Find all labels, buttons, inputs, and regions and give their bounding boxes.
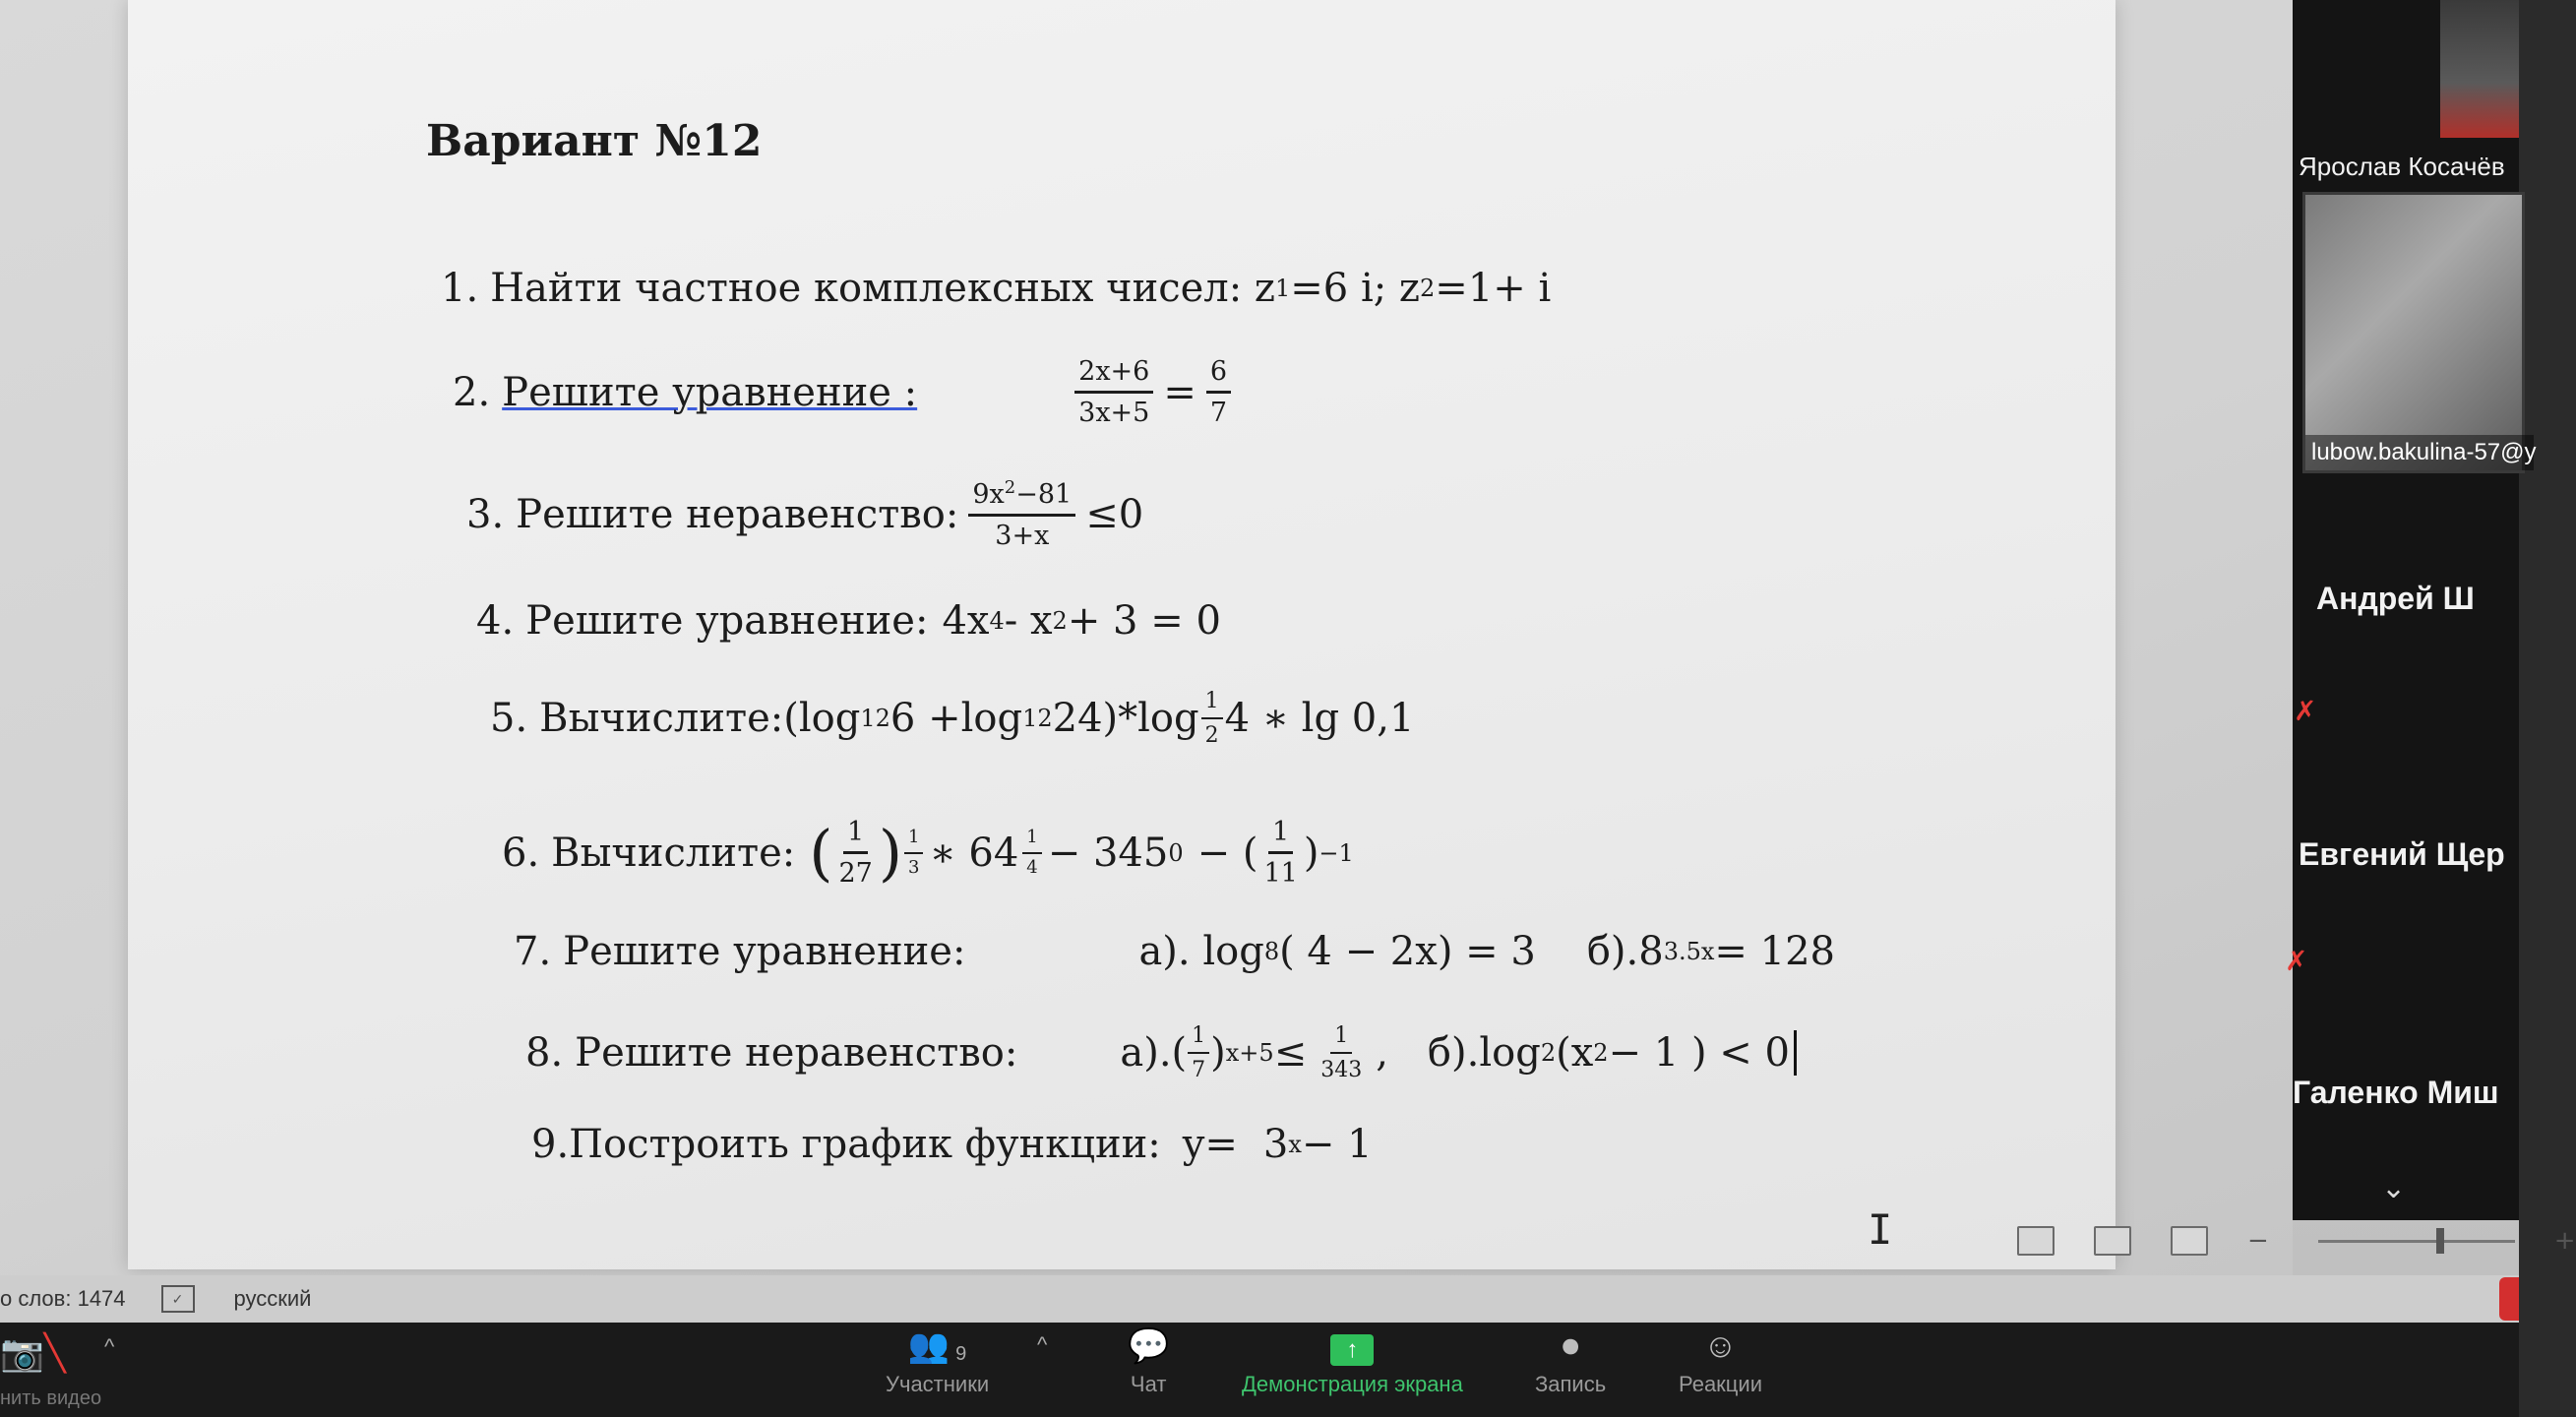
task-2	[453, 356, 1241, 428]
task-label: Решите неравенство:	[516, 492, 959, 538]
log-base: 12	[860, 705, 890, 733]
expr: )	[1210, 1030, 1226, 1077]
record-icon: ⏺	[1562, 1327, 1579, 1365]
participants-icon: 👥 9	[907, 1327, 967, 1365]
exponent: x+5	[1225, 1039, 1274, 1068]
participants-panel	[2285, 0, 2537, 1220]
fraction-left	[1074, 356, 1153, 428]
right-paren: )	[878, 816, 903, 889]
participant-name: Андрей Ш	[2316, 581, 2475, 616]
task-label: Вычислите:	[551, 830, 796, 876]
log-base: 2	[1540, 1039, 1557, 1068]
expr: − (	[1196, 830, 1258, 876]
separator: ,	[1376, 1030, 1388, 1077]
task-number: 4.	[476, 598, 515, 644]
expr: 4 ∗ lg 0,1	[1224, 696, 1415, 742]
participant-video-tile[interactable]	[2302, 192, 2537, 473]
denominator: 11	[1263, 858, 1298, 890]
task-9	[531, 1122, 1373, 1167]
task-label	[502, 370, 917, 415]
numerator: 1	[1330, 1023, 1352, 1054]
text-cursor	[1794, 1030, 1797, 1076]
exponent-fraction	[1022, 828, 1041, 878]
exponent: 2	[1004, 477, 1016, 498]
denominator: 2	[1204, 723, 1219, 749]
term: - x	[1004, 598, 1053, 644]
task-8	[525, 1023, 1797, 1083]
view-controls	[2017, 1226, 2576, 1256]
task-label: Построить график функции:	[569, 1122, 1161, 1167]
fraction-right	[1206, 356, 1231, 428]
part-b: б).log	[1427, 1030, 1541, 1077]
exponent: x	[1288, 1131, 1302, 1158]
denominator: 7	[1209, 398, 1228, 429]
chevron-up-icon[interactable]: ^	[1037, 1332, 1048, 1357]
mic-muted-icon: ✗	[2285, 945, 2308, 977]
part-a: a).(	[1120, 1030, 1188, 1077]
numerator: 1	[1188, 1023, 1209, 1054]
expr: − 345	[1047, 830, 1169, 876]
task-number: 9.	[531, 1122, 570, 1167]
task-label: Решите неравенство:	[575, 1030, 1018, 1077]
ibeam-cursor-icon: I	[1868, 1205, 1893, 1254]
leave-button-edge[interactable]	[2499, 1277, 2519, 1321]
expr: )	[1303, 830, 1319, 876]
task-label-text: Решите уравнение :	[502, 369, 918, 415]
video-off-icon[interactable]: 📷╲	[0, 1332, 66, 1373]
participants-label: Участники	[886, 1372, 990, 1396]
task-6	[502, 817, 1354, 889]
participants-button[interactable]	[886, 1323, 989, 1397]
chevron-up-icon[interactable]: ^	[104, 1334, 115, 1359]
video-label[interactable]: нить видео	[0, 1387, 102, 1409]
denominator: 3x+5	[1078, 398, 1150, 429]
meeting-toolbar	[0, 1323, 2519, 1417]
task-7	[514, 929, 1835, 974]
numerator: 1	[1201, 689, 1223, 719]
document-page[interactable]	[128, 0, 2116, 1269]
read-mode-icon[interactable]	[2017, 1226, 2055, 1256]
z2-value: =1+ i	[1435, 266, 1552, 311]
task-number: 1.	[441, 266, 479, 311]
log-base: 12	[1022, 705, 1053, 733]
expr: ∗ 64	[929, 830, 1019, 876]
numerator: 1	[843, 817, 868, 854]
share-screen-icon: ↑	[1330, 1323, 1374, 1366]
numerator	[968, 478, 1075, 517]
document-content	[128, 0, 2116, 1269]
numerator: 6	[1206, 356, 1231, 394]
expr: (log	[783, 696, 861, 742]
exponent: 4	[989, 607, 1005, 635]
exponent-fraction	[904, 828, 923, 878]
inequality-rhs: ≤0	[1085, 492, 1144, 538]
fraction	[1259, 817, 1301, 889]
z1-value: =6 i; z	[1290, 266, 1421, 311]
participant-video-thumbnail	[2440, 0, 2519, 138]
denominator: 343	[1320, 1058, 1363, 1083]
part-b-rest: = 128	[1714, 929, 1835, 974]
task-text: Найти частное комплексных чисел: z	[490, 266, 1275, 311]
denominator: 3+x	[995, 521, 1050, 552]
record-button[interactable]	[1535, 1323, 1606, 1397]
equals-sign: =	[1163, 369, 1196, 415]
participants-count: 9	[955, 1343, 967, 1365]
exponent: 0	[1168, 838, 1184, 867]
exponent: −1	[1319, 838, 1354, 867]
expr: (x	[1556, 1030, 1594, 1077]
task-number: 7.	[514, 929, 552, 974]
participant-name: Ярослав Косачёв	[2299, 152, 2505, 181]
task-label: Решите уравнение:	[525, 598, 929, 644]
exponent: 2	[1052, 607, 1068, 635]
participant-name: Евгений Щер	[2299, 836, 2505, 872]
denominator: 27	[838, 858, 873, 890]
task-number: 6.	[502, 830, 540, 876]
numerator: 2x+6	[1074, 356, 1153, 394]
participant-name: Галенко Миш	[2293, 1075, 2499, 1110]
zoom-in-icon[interactable]: +	[2553, 1226, 2576, 1256]
term: + 3 = 0	[1067, 598, 1221, 644]
numerator-term: −81	[1015, 479, 1073, 510]
task-number: 5.	[490, 696, 528, 742]
task-5	[490, 689, 1414, 749]
task-1	[441, 266, 1551, 311]
word-status-bar	[0, 1275, 2519, 1323]
z2-subscript: 2	[1420, 275, 1436, 302]
web-layout-icon[interactable]	[2171, 1226, 2208, 1256]
part-a: a). log	[1138, 929, 1264, 974]
less-equal: ≤	[1273, 1030, 1308, 1077]
term: 4x	[942, 598, 990, 644]
share-screen-label: Демонстрация экрана	[1242, 1372, 1463, 1396]
fraction	[1188, 1023, 1209, 1083]
share-screen-button[interactable]	[1242, 1323, 1463, 1397]
expr: − 1 ) < 0	[1608, 1030, 1790, 1077]
numerator: 1	[1268, 817, 1293, 854]
part-a-rest: ( 4 − 2x) = 3	[1279, 929, 1536, 974]
denominator: 4	[1026, 856, 1038, 878]
z1-subscript: 1	[1274, 275, 1291, 302]
denominator: 7	[1192, 1058, 1206, 1083]
task-number: 8.	[525, 1030, 564, 1077]
exponent: 2	[1593, 1039, 1609, 1068]
fraction	[834, 817, 876, 889]
chat-button[interactable]	[1128, 1323, 1169, 1397]
task-4	[476, 598, 1221, 644]
word-count[interactable]: о слов: 1474	[0, 1286, 126, 1311]
chat-label: Чат	[1130, 1372, 1167, 1396]
participant-email: lubow.bakulina-57@y	[2305, 435, 2534, 470]
denominator: 3	[908, 856, 920, 878]
expr: − 1	[1301, 1122, 1373, 1167]
numerator: 1	[904, 828, 923, 854]
numerator-term: 9x	[972, 479, 1005, 510]
document-title: Вариант №12	[426, 116, 763, 166]
language-indicator[interactable]: русский	[233, 1286, 312, 1311]
zoom-out-icon[interactable]: −	[2247, 1226, 2269, 1256]
left-paren: (	[809, 816, 833, 889]
chat-icon: 💬	[1128, 1327, 1170, 1365]
exponent: 3.5x	[1663, 938, 1715, 965]
fraction	[1317, 1023, 1366, 1083]
numerator: 1	[1022, 828, 1041, 854]
task-label: Решите уравнение:	[563, 929, 966, 974]
zoom-slider[interactable]	[2318, 1240, 2515, 1243]
expr: y=	[1182, 1122, 1238, 1167]
reactions-label: Реакции	[1679, 1372, 1762, 1396]
log-base-fraction	[1201, 689, 1223, 749]
part-b: б).8	[1586, 929, 1664, 974]
expr: 3	[1262, 1122, 1289, 1167]
expr: 6 +log	[889, 696, 1023, 742]
print-layout-icon[interactable]	[2094, 1226, 2131, 1256]
record-label: Запись	[1535, 1372, 1607, 1396]
reactions-button[interactable]	[1679, 1323, 1762, 1397]
fraction	[968, 478, 1075, 551]
task-3	[466, 478, 1143, 551]
task-number: 3.	[466, 492, 505, 538]
zoom-slider-thumb[interactable]	[2436, 1228, 2444, 1254]
reactions-icon: ☺	[1703, 1327, 1738, 1365]
mic-muted-icon: ✗	[2294, 695, 2317, 727]
chevron-down-icon[interactable]: ⌄	[2381, 1171, 2407, 1205]
book-check-icon[interactable]: ✓	[161, 1285, 195, 1313]
task-number: 2.	[453, 369, 491, 415]
log-base: 8	[1263, 938, 1280, 965]
expr: 24)*log	[1052, 696, 1199, 742]
task-label: Вычислите:	[539, 696, 784, 742]
